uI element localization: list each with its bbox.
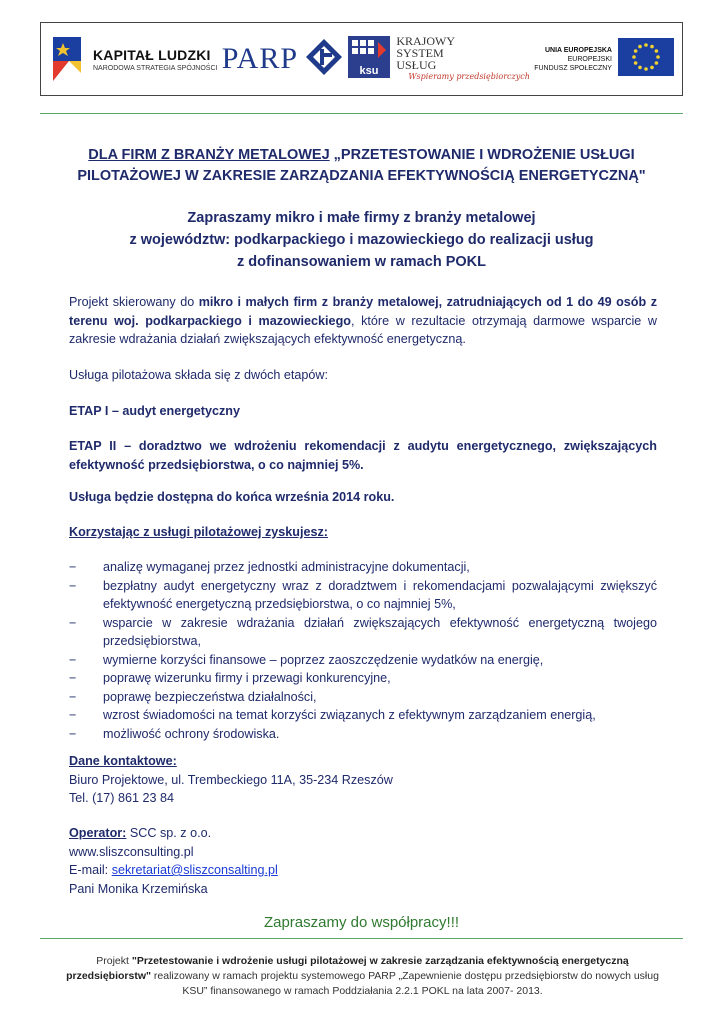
contact-address: Biuro Projektowe, ul. Trembeckiego 11A, 35-234 Rzeszów bbox=[69, 772, 393, 787]
ksu-emblem-icon bbox=[348, 36, 390, 83]
kapital-ludzki-title: KAPITAŁ LUDZKI bbox=[93, 46, 211, 63]
list-item: − wzrost świadomości na temat korzyści związanych z efektywnym zarządzaniem energią, bbox=[69, 706, 657, 725]
operator-person: Pani Monika Krzemińska bbox=[69, 881, 208, 896]
title-part-1: DLA FIRM Z BRANŻY METALOWEJ bbox=[88, 147, 330, 163]
subtitle-line-1: Zapraszamy mikro i małe firmy z branży metalowej bbox=[187, 210, 536, 226]
parp-emblem-icon bbox=[304, 37, 344, 82]
page-title bbox=[40, 145, 683, 187]
closing-invitation: Zapraszamy do współpracy!!! bbox=[263, 914, 460, 931]
title-part-2: „PRZETESTOWANIE I WDROŻENIE USŁUGI bbox=[329, 147, 635, 163]
parp-logo bbox=[222, 37, 344, 82]
list-item: − analizę wymaganej przez jednostki administracyjne dokumentacji, bbox=[69, 558, 657, 577]
ksu-line-3: USŁUG bbox=[396, 58, 437, 72]
contact-phone: Tel. (17) 861 23 84 bbox=[69, 791, 175, 805]
eu-line-2: EUROPEJSKI bbox=[567, 55, 612, 63]
list-item: − wymierne korzyści finansowe – poprzez zaoszczędzenie wydatków na energię, bbox=[69, 651, 657, 670]
kapital-ludzki-logo bbox=[49, 33, 217, 85]
ksu-logo bbox=[348, 35, 530, 83]
list-item: − możliwość ochrony środowiska. bbox=[69, 725, 657, 744]
availability-note: Usługa będzie dostępna do końca września 2014 roku. bbox=[69, 490, 395, 504]
list-item: − poprawę wizerunku firmy i przewagi konkurencyjne, bbox=[69, 669, 657, 688]
contact-section bbox=[69, 752, 657, 808]
benefits-heading: Korzystając z usługi pilotażowej zyskujesz: bbox=[69, 525, 328, 539]
logo-bar bbox=[40, 22, 683, 96]
subtitle-line-3: z dofinansowaniem w ramach POKL bbox=[237, 254, 486, 270]
invitation-subtitle bbox=[40, 207, 683, 273]
kapital-ludzki-emblem-icon bbox=[49, 33, 85, 85]
eu-line-3: FUNDUSZ SPOŁECZNY bbox=[534, 64, 612, 72]
svg-text:ksu: ksu bbox=[359, 64, 379, 77]
operator-name: SCC sp. z o.o. bbox=[126, 826, 212, 840]
ksu-tagline: Wspieramy przedsiębiorczych bbox=[408, 72, 530, 81]
benefits-list bbox=[69, 558, 657, 743]
ksu-line-2: SYSTEM bbox=[396, 46, 444, 60]
kapital-ludzki-subtitle: NARODOWA STRATEGIA SPÓJNOŚCI bbox=[93, 64, 218, 72]
contact-heading: Dane kontaktowe: bbox=[69, 754, 177, 768]
eu-flag-icon bbox=[618, 38, 674, 81]
stage-1: ETAP I – audyt energetyczny bbox=[69, 404, 241, 418]
title-line-2: PILOTAŻOWEJ W ZAKRESIE ZARZĄDZANIA EFEKTYWNOŚCIĄ ENERGETYCZNĄ" bbox=[77, 168, 646, 184]
operator-email-link[interactable]: sekretariat@sliszconsalting.pl bbox=[111, 863, 278, 877]
ksu-line-1: KRAJOWY bbox=[396, 34, 455, 48]
stages-intro: Usługa pilotażowa składa się z dwóch etapów: bbox=[69, 368, 329, 382]
list-item: − wsparcie w zakresie wdrażania działań zwiększających efektywność energetyczną twojego przedsiębiorstwa, bbox=[69, 614, 657, 651]
operator-section: Operator: SCC sp. z o.o. www.sliszconsulting.pl E-mail: sekretariat@sliszconsalting.pl Pani Monika Krzemińska bbox=[69, 824, 657, 898]
parp-wordmark: PARP bbox=[221, 42, 299, 75]
intro-paragraph: Projekt skierowany do mikro i małych firm z branży metalowej, zatrudniających od 1 do 49 osób z terenu woj. podkarpackiego i mazowieckiego, które w rezultacie otrzymają darmowe wsparcie w zakresie wdrażania działań zwiększających efektywność energetyczną. bbox=[69, 295, 658, 346]
list-item: − bezpłatny audyt energetyczny wraz z doradztwem i rekomendacjami pozwalającymi zwiększyć efektywność energetyczną przedsiębiorstwa, o co najmniej 5%, bbox=[69, 577, 657, 614]
subtitle-line-2: z województw: podkarpackiego i mazowieckiego do realizacji usług bbox=[129, 232, 594, 248]
footer-note: Projekt "Przetestowanie i wdrożenie usługi pilotażowej w zakresie zarządzania efektywnością energetyczną przedsiębiorstw" realizowany w ramach projektu systemowego PARP „Zapewnienie dostępu przedsiębiorstw do nowych usług KSU” finansowanego w ramach Poddziałania 2.2.1 POKL na lata 2007- 2013. bbox=[66, 955, 659, 997]
operator-label: Operator: bbox=[69, 826, 127, 840]
footer-divider bbox=[40, 938, 683, 939]
eu-line-1: UNIA EUROPEJSKA bbox=[544, 46, 612, 54]
list-item: − poprawę bezpieczeństwa działalności, bbox=[69, 688, 657, 707]
stage-2: ETAP II – doradztwo we wdrożeniu rekomendacji z audytu energetycznego, zwiększających efektywność przedsiębiorstwa, o co najmniej 5%. bbox=[69, 439, 657, 472]
top-divider bbox=[40, 113, 683, 114]
operator-website[interactable]: www.sliszconsulting.pl bbox=[69, 844, 194, 859]
eu-logo bbox=[534, 38, 674, 81]
